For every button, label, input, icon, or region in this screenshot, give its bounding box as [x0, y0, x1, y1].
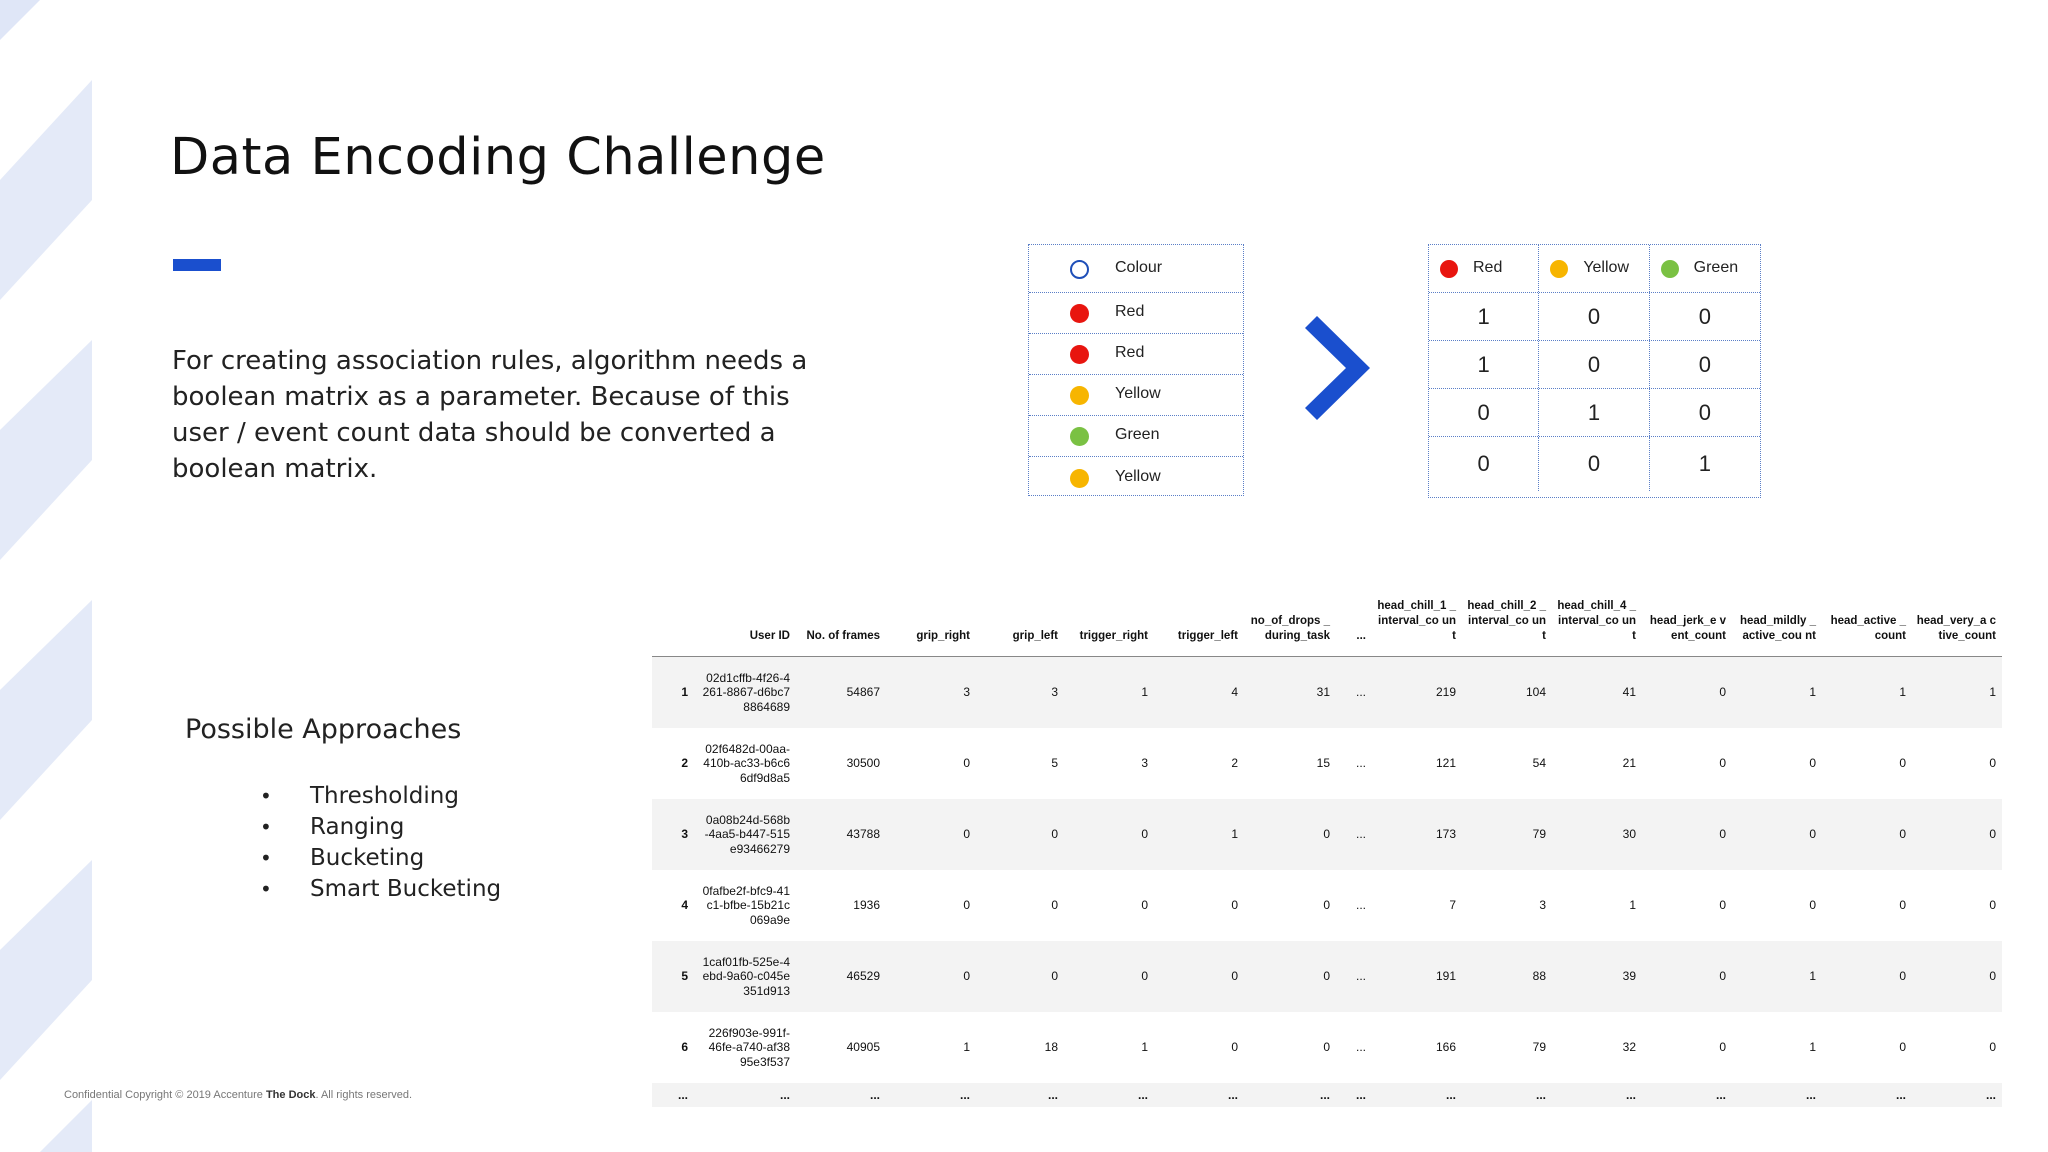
table-cell: 41 [1552, 657, 1642, 729]
table-cell: 0 [1912, 799, 2002, 870]
table-cell: 3 [1539, 898, 1546, 913]
table-cell: 1 [963, 1040, 970, 1055]
approach-item: • Bucketing [260, 843, 501, 874]
table-cell: ... [1244, 1083, 1336, 1107]
table-cell: 02d1cffb-4f26-4261-8867-d6bc78864689 [698, 657, 796, 729]
colour-table [1028, 244, 1244, 496]
column-header: head_very_a ctive_count [1912, 583, 2002, 657]
table-cell: 31 [1244, 657, 1336, 729]
table-cell: 0 [1732, 799, 1822, 870]
matrix-row [1429, 293, 1760, 341]
bullet-icon: • [260, 846, 272, 870]
table-header-row [652, 583, 2002, 657]
boolean-matrix [1428, 244, 1761, 498]
table-cell: 54867 [796, 657, 886, 729]
table-row [652, 657, 2002, 729]
table-cell: 40905 [846, 1040, 880, 1055]
table-cell: 0 [1719, 898, 1726, 913]
table-cell: 0 [1244, 799, 1336, 870]
table-cell: 0 [1899, 756, 1906, 771]
table-cell: 1936 [853, 898, 880, 913]
table-cell: 0 [1051, 898, 1058, 913]
data-frame-table [652, 583, 2002, 1107]
table-cell: 3 [976, 657, 1064, 729]
table-cell: 0 [1899, 1040, 1906, 1055]
table-cell: ... [886, 1083, 976, 1107]
table-cell: ... [1355, 898, 1366, 913]
colour-label: Green [1115, 426, 1160, 444]
matrix-cell: 0 [1698, 399, 1711, 425]
matrix-header-red: Red [1429, 245, 1539, 292]
table-row [652, 941, 2002, 1012]
table-cell: 0 [1822, 941, 1912, 1012]
table-cell: 219 [1372, 657, 1462, 729]
table-cell: ... [698, 1083, 796, 1107]
row-index: 2 [681, 756, 688, 771]
table-cell: 0fafbe2f-bfc9-41c1-bfbe-15b21c069a9e [702, 883, 790, 927]
column-header: head_mildly _active_cou nt [1732, 583, 1822, 657]
approach-item: • Smart Bucketing [260, 874, 501, 905]
table-cell: 0 [1989, 756, 1996, 771]
table-cell: ... [1822, 1083, 1912, 1107]
table-cell: ... [1154, 1083, 1244, 1107]
table-cell: ... [1372, 1083, 1462, 1107]
circle-outline-icon [1070, 260, 1089, 279]
bullet-icon: • [260, 877, 272, 901]
decorative-stripes [0, 0, 92, 1152]
column-header: trigger_right [1064, 583, 1154, 657]
table-cell: 32 [1622, 1040, 1636, 1055]
table-cell: 18 [1044, 1040, 1058, 1055]
red-dot-icon [1440, 260, 1458, 278]
table-cell: 0 [1899, 898, 1906, 913]
table-cell: 0 [1912, 941, 2002, 1012]
column-header: head_chill_4 _interval_co unt [1552, 583, 1642, 657]
row-index: 4 [681, 898, 688, 913]
matrix-cell: 0 [1429, 437, 1539, 491]
column-header: trigger_left [1154, 583, 1244, 657]
table-cell: 166 [1435, 1040, 1456, 1055]
table-cell: 0 [1989, 1040, 1996, 1055]
matrix-cell: 0 [1698, 351, 1711, 377]
table-cell: 0 [1154, 941, 1244, 1012]
table-cell: 1 [1141, 1040, 1148, 1055]
colour-header-label: Colour [1115, 258, 1163, 276]
table-cell: 0 [1642, 941, 1732, 1012]
table-cell: 88 [1462, 941, 1552, 1012]
red-dot-icon [1070, 304, 1089, 323]
table-cell: 4 [1154, 657, 1244, 729]
column-header: ... [1336, 583, 1372, 657]
table-cell: 0 [1822, 799, 1912, 870]
table-cell: 2 [1231, 756, 1238, 771]
table-cell: 79 [1532, 1040, 1546, 1055]
table-cell: 0 [1809, 898, 1816, 913]
table-cell: 1 [1912, 657, 2002, 729]
table-cell: ... [796, 1083, 886, 1107]
table-row [652, 1083, 2002, 1107]
table-cell: 79 [1462, 799, 1552, 870]
matrix-cell: 0 [1539, 437, 1649, 491]
matrix-cell: 0 [1539, 293, 1649, 340]
colour-table-header [1029, 245, 1243, 293]
matrix-cell: 1 [1539, 389, 1649, 436]
column-header: User ID [698, 583, 796, 657]
table-cell: 0 [1141, 898, 1148, 913]
table-cell: 0 [976, 941, 1064, 1012]
colour-label: Yellow [1115, 385, 1161, 403]
matrix-cell: 1 [1698, 451, 1711, 476]
row-index: 1 [652, 657, 698, 729]
table-cell: 0 [976, 799, 1064, 870]
matrix-row [1429, 437, 1760, 491]
row-index: 6 [681, 1040, 688, 1055]
table-cell: ... [1642, 1083, 1732, 1107]
table-cell: ... [976, 1083, 1064, 1107]
colour-row [1029, 334, 1243, 375]
table-cell: ... [1336, 941, 1372, 1012]
table-cell: ... [1064, 1083, 1154, 1107]
colour-row [1029, 457, 1243, 498]
table-cell: ... [1462, 1083, 1552, 1107]
column-header: No. of frames [796, 583, 886, 657]
slide-title: Data Encoding Challenge [170, 128, 826, 187]
table-cell: 54 [1532, 756, 1546, 771]
table-cell: ... [1336, 657, 1372, 729]
yellow-dot-icon [1550, 260, 1568, 278]
colour-label: Red [1115, 303, 1145, 321]
matrix-cell: 1 [1429, 341, 1539, 388]
approach-item: • Thresholding [260, 781, 501, 812]
table-cell: 0 [1642, 799, 1732, 870]
table-cell: 0a08b24d-568b-4aa5-b447-515e93466279 [698, 799, 796, 870]
body-text: For creating association rules, algorithm needs a boolean matrix as a parameter. Because of this user / event count data should be converted a boolean matrix. [172, 346, 808, 484]
green-dot-icon [1070, 427, 1089, 446]
table-cell: ... [1552, 1083, 1642, 1107]
table-cell: ... [1355, 1040, 1366, 1055]
table-cell: 5 [1051, 756, 1058, 771]
yellow-dot-icon [1070, 469, 1089, 488]
table-cell: 1 [1809, 1040, 1816, 1055]
colour-row [1029, 416, 1243, 457]
bullet-icon: • [260, 815, 272, 839]
footer-brand: The Dock [265, 1089, 316, 1101]
table-cell: 0 [1244, 941, 1336, 1012]
data-frame-table-wrap [652, 583, 1996, 1107]
column-header [652, 583, 698, 657]
table-cell: ... [1355, 756, 1366, 771]
column-header: grip_right [886, 583, 976, 657]
table-row [652, 799, 2002, 870]
column-header: head_jerk_e vent_count [1642, 583, 1732, 657]
table-cell: 0 [1809, 756, 1816, 771]
table-row [652, 870, 2002, 941]
accent-bar [173, 259, 221, 271]
table-cell: 39 [1552, 941, 1642, 1012]
matrix-cell: 0 [1429, 389, 1539, 436]
column-header: grip_left [976, 583, 1064, 657]
approaches-title: Possible Approaches [185, 714, 462, 745]
table-cell: 0 [1719, 1040, 1726, 1055]
matrix-cell: 1 [1429, 293, 1539, 340]
table-cell: 173 [1372, 799, 1462, 870]
table-cell: 1 [1064, 657, 1154, 729]
column-header: head_active _count [1822, 583, 1912, 657]
footer-copyright: Confidential Copyright © 2019 Accenture The Dock. All rights reserved. [64, 1089, 413, 1101]
column-header: head_chill_2 _interval_co unt [1462, 583, 1552, 657]
chevron-right-icon [1305, 316, 1375, 420]
yellow-dot-icon [1070, 386, 1089, 405]
table-cell: 46529 [796, 941, 886, 1012]
matrix-row [1429, 389, 1760, 437]
table-cell: 30 [1552, 799, 1642, 870]
table-cell: 3 [886, 657, 976, 729]
table-cell: 43788 [796, 799, 886, 870]
table-cell: 3 [1141, 756, 1148, 771]
colour-label: Yellow [1115, 467, 1161, 485]
table-cell: 0 [1064, 941, 1154, 1012]
red-dot-icon [1070, 345, 1089, 364]
matrix-cell: 0 [1698, 303, 1711, 329]
table-cell: 104 [1462, 657, 1552, 729]
approach-item: • Ranging [260, 812, 501, 843]
table-cell: 15 [1316, 756, 1330, 771]
column-header: head_chill_1 _interval_co unt [1372, 583, 1462, 657]
matrix-row [1429, 341, 1760, 389]
colour-row [1029, 293, 1243, 334]
table-cell: 1 [1732, 941, 1822, 1012]
colour-row [1029, 375, 1243, 416]
table-cell: 1 [1732, 657, 1822, 729]
table-cell: 1 [1629, 898, 1636, 913]
approach-list [260, 781, 501, 905]
table-body [652, 657, 2002, 1108]
row-index: ... [652, 1083, 698, 1107]
table-cell: 0 [1231, 898, 1238, 913]
matrix-header-row [1429, 245, 1760, 293]
table-cell: ... [1732, 1083, 1822, 1107]
table-row [652, 728, 2002, 799]
table-cell: 0 [886, 799, 976, 870]
green-dot-icon [1661, 260, 1679, 278]
table-cell: 121 [1435, 756, 1456, 771]
row-index: 5 [652, 941, 698, 1012]
table-cell: ... [1336, 799, 1372, 870]
matrix-header-green: Green [1650, 245, 1760, 292]
table-cell: 0 [1064, 799, 1154, 870]
table-cell: 0 [1989, 898, 1996, 913]
table-cell: 0 [1719, 756, 1726, 771]
row-index: 3 [652, 799, 698, 870]
bullet-icon: • [260, 784, 272, 808]
table-cell: 1 [1822, 657, 1912, 729]
matrix-cell: 0 [1539, 341, 1649, 388]
table-cell: 1caf01fb-525e-4ebd-9a60-c045e351d913 [698, 941, 796, 1012]
table-row [652, 1012, 2002, 1083]
table-cell: 02f6482d-00aa-410b-ac33-b6c66df9d8a5 [703, 741, 790, 785]
column-header: no_of_drops _during_task [1244, 583, 1336, 657]
table-cell: 0 [1323, 1040, 1330, 1055]
table-cell: ... [1912, 1083, 2002, 1107]
table-cell: 226f903e-991f-46fe-a740-af3895e3f537 [708, 1025, 790, 1069]
table-cell: 0 [963, 756, 970, 771]
table-cell: 30500 [846, 756, 880, 771]
table-cell: 0 [1231, 1040, 1238, 1055]
colour-label: Red [1115, 344, 1145, 362]
table-cell: 0 [1323, 898, 1330, 913]
table-cell: 0 [1642, 657, 1732, 729]
matrix-header-yellow: Yellow [1539, 245, 1649, 292]
table-cell: 1 [1154, 799, 1244, 870]
table-cell: 0 [886, 941, 976, 1012]
table-cell: ... [1336, 1083, 1372, 1107]
table-cell: 21 [1622, 756, 1636, 771]
table-cell: 7 [1449, 898, 1456, 913]
table-cell: 0 [963, 898, 970, 913]
table-cell: 191 [1372, 941, 1462, 1012]
